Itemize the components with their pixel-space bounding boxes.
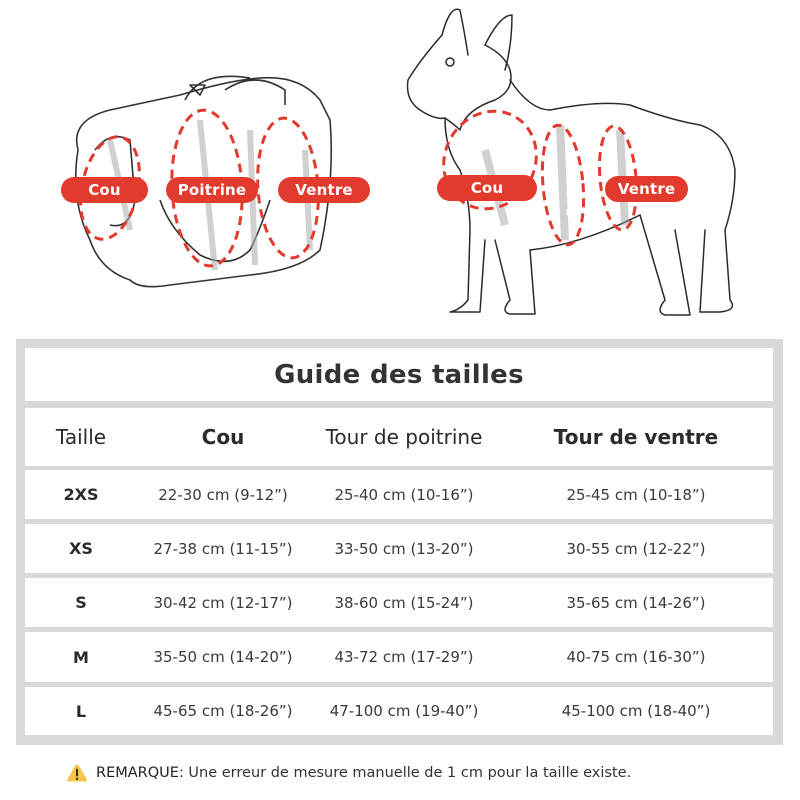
dog-label-poitrine: Poitrine <box>565 158 581 217</box>
poitrine-cell: 43-72 cm (17-29”) <box>334 648 474 666</box>
dog-label-cou: Cou <box>437 175 537 201</box>
table-row <box>25 632 773 682</box>
ventre-cell: 45-100 cm (18-40”) <box>561 702 711 720</box>
size-cell: 2XS <box>63 485 99 504</box>
poitrine-cell: 47-100 cm (19-40”) <box>329 702 479 720</box>
cou-cell: 45-65 cm (18-26”) <box>153 702 293 720</box>
harness-label-poitrine: Poitrine <box>166 177 258 203</box>
warning-icon <box>66 763 88 783</box>
ventre-cell: 25-45 cm (10-18”) <box>566 485 706 504</box>
harness-label-ventre: Ventre <box>278 177 370 203</box>
cou-cell: 27-38 cm (11-15”) <box>153 539 293 558</box>
table-title: Guide des tailles <box>274 359 524 390</box>
measurement-note <box>66 762 631 784</box>
ventre-cell: 40-75 cm (16-30”) <box>566 648 706 666</box>
poitrine-cell: 38-60 cm (15-24”) <box>334 593 474 612</box>
size-cell: S <box>75 593 87 612</box>
size-cell: M <box>73 647 89 667</box>
dog-illustration <box>400 0 800 330</box>
header-cou: Cou <box>201 425 245 449</box>
poitrine-cell: 33-50 cm (13-20”) <box>334 539 474 558</box>
ventre-cell: 35-65 cm (14-26”) <box>566 593 706 612</box>
size-cell: L <box>75 701 87 721</box>
ventre-cell: 30-55 cm (12-22”) <box>566 539 706 558</box>
table-row <box>25 524 773 573</box>
harness-illustration <box>0 0 400 330</box>
dog-drawing <box>400 0 800 330</box>
harness-drawing <box>0 0 400 330</box>
table-title-row <box>25 348 773 401</box>
harness-label-cou: Cou <box>61 177 148 203</box>
table-header-row <box>25 408 773 466</box>
note-text: : Une erreur de mesure manuelle de 1 cm pour la taille existe. <box>178 765 632 781</box>
header-tour-de-poitrine: Tour de poitrine <box>325 425 483 449</box>
table-row <box>25 578 773 627</box>
dog-label-ventre: Ventre <box>605 176 688 202</box>
cou-cell: 22-30 cm (9-12”) <box>158 485 288 504</box>
header-taille: Taille <box>55 425 107 449</box>
table-row <box>25 470 773 519</box>
cou-cell: 30-42 cm (12-17”) <box>153 593 293 612</box>
note-label: REMARQUE <box>96 765 179 781</box>
cou-cell: 35-50 cm (14-20”) <box>153 648 293 666</box>
table-row <box>25 687 773 735</box>
header-tour-de-ventre: Tour de ventre <box>553 425 719 449</box>
poitrine-cell: 25-40 cm (10-16”) <box>334 485 474 504</box>
size-cell: XS <box>69 539 93 558</box>
